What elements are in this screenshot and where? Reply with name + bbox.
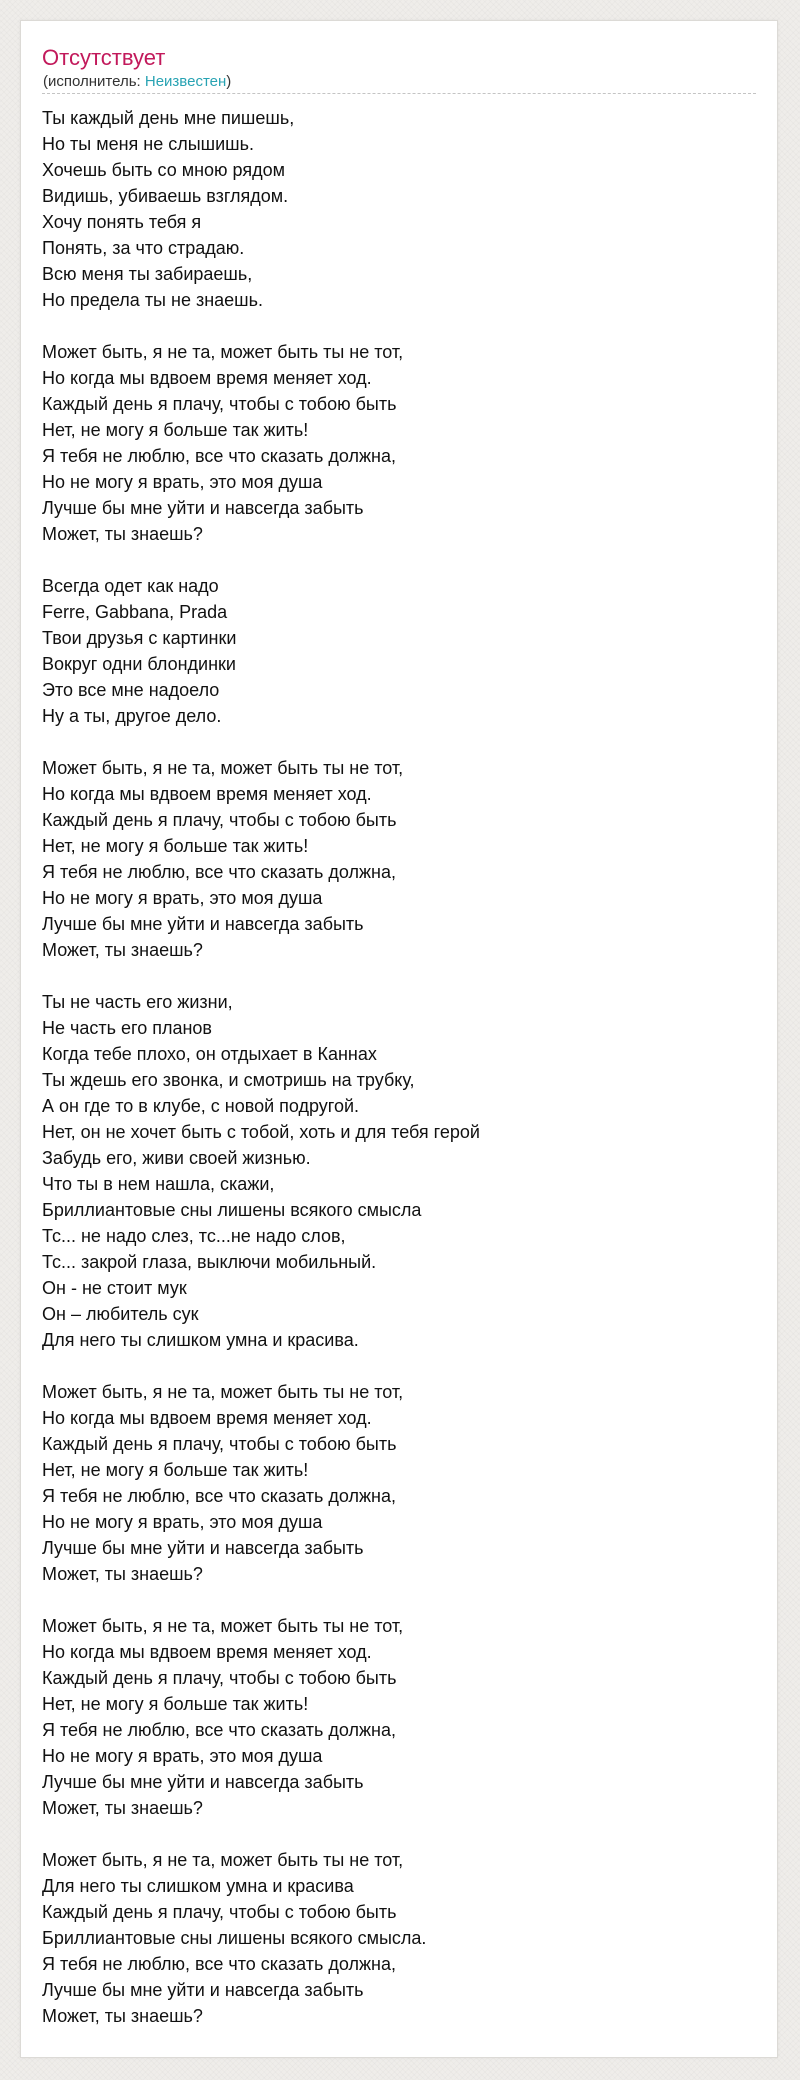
lyrics-text: [42, 105, 757, 2055]
lyric-line: Но не могу я врать, это моя душа: [42, 888, 323, 908]
lyric-line: Нет, он не хочет быть с тобой, хоть и для тебя герой: [42, 1122, 480, 1142]
lyric-line: Каждый день я плачу, чтобы с тобою быть: [42, 1668, 397, 1688]
lyric-line: Ты не часть его жизни,: [42, 992, 233, 1012]
lyric-line: Может быть, я не та, может быть ты не тот,: [42, 342, 404, 362]
lyric-line: Забудь его, живи своей жизнью.: [42, 1148, 311, 1168]
lyrics-stanza: [42, 105, 757, 313]
lyric-line: Он - не стоит мук: [42, 1278, 187, 1298]
lyric-line: Ну а ты, другое дело.: [42, 706, 222, 726]
lyric-line: Хочу понять тебя я: [42, 212, 202, 232]
lyric-line: Бриллиантовые сны лишены всякого смысла.: [42, 1928, 427, 1948]
lyric-line: Нет, не могу я больше так жить!: [42, 420, 309, 440]
lyric-line: Может, ты знаешь?: [42, 1564, 203, 1584]
lyric-line: Ты ждешь его звонка, и смотришь на трубку,: [42, 1070, 415, 1090]
lyric-line: Ты каждый день мне пишешь,: [42, 108, 295, 128]
lyrics-stanza: [42, 755, 757, 963]
lyric-line: Хочешь быть со мною рядом: [42, 160, 285, 180]
lyric-line: Я тебя не люблю, все что сказать должна,: [42, 862, 396, 882]
lyric-line: Может, ты знаешь?: [42, 1798, 203, 1818]
lyric-line: Вокруг одни блондинки: [42, 654, 236, 674]
lyric-line: Но не могу я врать, это моя душа: [42, 1746, 323, 1766]
lyric-line: Может, ты знаешь?: [42, 2006, 203, 2026]
lyric-line: Тс... не надо слез, тс...не надо слов,: [42, 1226, 346, 1246]
lyrics-stanza: [42, 1379, 757, 1587]
lyric-line: Видишь, убиваешь взглядом.: [42, 186, 289, 206]
artist-suffix: ): [226, 73, 232, 90]
lyric-line: Когда тебе плохо, он отдыхает в Каннах: [42, 1044, 377, 1064]
lyrics-card: [20, 20, 778, 2058]
lyrics-stanza: [42, 989, 757, 1353]
lyric-line: Понять, за что страдаю.: [42, 238, 245, 258]
lyric-line: Для него ты слишком умна и красива.: [42, 1330, 359, 1350]
lyric-line: Может быть, я не та, может быть ты не тот,: [42, 1616, 404, 1636]
lyric-line: Я тебя не люблю, все что сказать должна,: [42, 1486, 396, 1506]
lyric-line: Может быть, я не та, может быть ты не тот,: [42, 1382, 404, 1402]
lyric-line: Что ты в нем нашла, скажи,: [42, 1174, 275, 1194]
lyric-line: Ferre, Gabbana, Prada: [42, 602, 228, 622]
lyric-line: Это все мне надоело: [42, 680, 220, 700]
lyrics-stanza: [42, 339, 757, 547]
lyric-line: Может, ты знаешь?: [42, 524, 203, 544]
lyric-line: Твои друзья с картинки: [42, 628, 237, 648]
lyric-line: Может быть, я не та, может быть ты не тот,: [42, 1850, 404, 1870]
song-title: Отсутствует: [42, 45, 166, 70]
lyric-line: Бриллиантовые сны лишены всякого смысла: [42, 1200, 422, 1220]
artist-line: [43, 72, 231, 92]
lyrics-stanza: [42, 573, 757, 729]
lyric-line: Каждый день я плачу, чтобы с тобою быть: [42, 394, 397, 414]
lyric-line: Может быть, я не та, может быть ты не тот,: [42, 758, 404, 778]
lyric-line: Лучше бы мне уйти и навсегда забыть: [42, 914, 364, 934]
lyric-line: Но когда мы вдвоем время меняет ход.: [42, 1408, 372, 1428]
lyric-line: А он где то в клубе, с новой подругой.: [42, 1096, 360, 1116]
lyric-line: Каждый день я плачу, чтобы с тобою быть: [42, 1902, 397, 1922]
lyric-line: Нет, не могу я больше так жить!: [42, 1460, 309, 1480]
artist-prefix: (исполнитель:: [43, 73, 145, 90]
lyric-line: Всю меня ты забираешь,: [42, 264, 253, 284]
lyric-line: Но когда мы вдвоем время меняет ход.: [42, 368, 372, 388]
lyric-line: Лучше бы мне уйти и навсегда забыть: [42, 1538, 364, 1558]
header-divider: [42, 93, 756, 94]
lyric-line: Я тебя не люблю, все что сказать должна,: [42, 1720, 396, 1740]
lyrics-stanza: [42, 1847, 757, 2029]
lyric-line: Может, ты знаешь?: [42, 940, 203, 960]
lyric-line: Я тебя не люблю, все что сказать должна,: [42, 1954, 396, 1974]
lyric-line: Лучше бы мне уйти и навсегда забыть: [42, 1772, 364, 1792]
lyric-line: Не часть его планов: [42, 1018, 212, 1038]
lyric-line: Всегда одет как надо: [42, 576, 219, 596]
artist-link[interactable]: Неизвестен: [144, 73, 227, 90]
lyrics-stanza: [42, 1613, 757, 1821]
lyric-line: Нет, не могу я больше так жить!: [42, 1694, 309, 1714]
lyric-line: Нет, не могу я больше так жить!: [42, 836, 309, 856]
lyric-line: Но предела ты не знаешь.: [42, 290, 263, 310]
lyric-line: Лучше бы мне уйти и навсегда забыть: [42, 1980, 364, 2000]
lyric-line: Но когда мы вдвоем время меняет ход.: [42, 1642, 372, 1662]
lyric-line: Я тебя не люблю, все что сказать должна,: [42, 446, 396, 466]
lyric-line: Каждый день я плачу, чтобы с тобою быть: [42, 810, 397, 830]
lyric-line: Но когда мы вдвоем время меняет ход.: [42, 784, 372, 804]
lyric-line: Он – любитель сук: [42, 1304, 199, 1324]
lyric-line: Каждый день я плачу, чтобы с тобою быть: [42, 1434, 397, 1454]
lyric-line: Но не могу я врать, это моя душа: [42, 1512, 323, 1532]
lyric-line: Но ты меня не слышишь.: [42, 134, 254, 154]
lyric-line: Для него ты слишком умна и красива: [42, 1876, 354, 1896]
lyric-line: Но не могу я врать, это моя душа: [42, 472, 323, 492]
lyric-line: Тс... закрой глаза, выключи мобильный.: [42, 1252, 377, 1272]
lyric-line: Лучше бы мне уйти и навсегда забыть: [42, 498, 364, 518]
